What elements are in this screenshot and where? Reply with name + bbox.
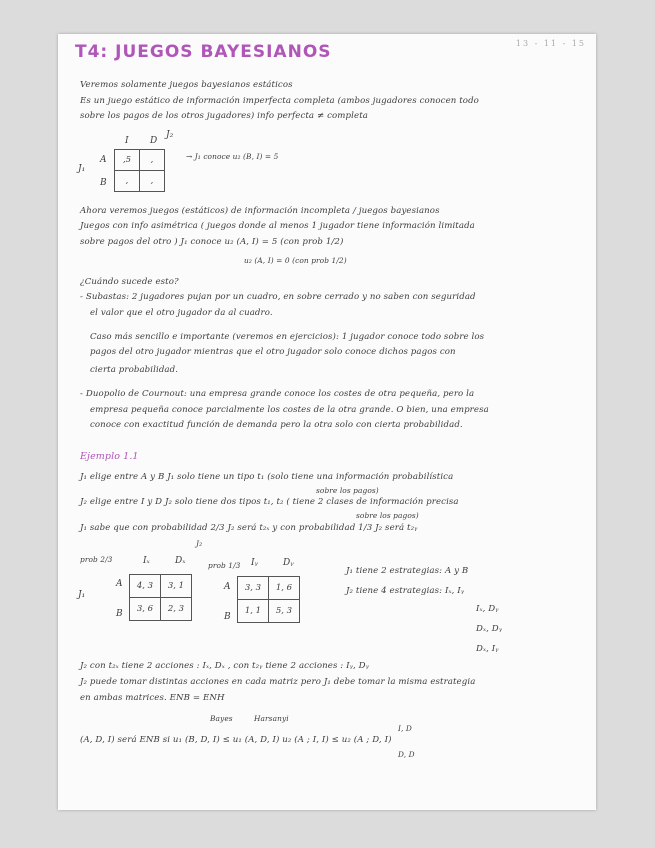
m1-row-b: B [116, 609, 123, 619]
when-line-4: pagos del otro jugador mientras que el otro jugador solo conoce dichos pagos con [90, 347, 456, 357]
incomplete-line-2: Juegos con info asimétrica ( juegos donde al menos 1 jugador tiene información limitada [80, 221, 475, 231]
game1-matrix [114, 149, 165, 192]
intro-line-2: Es un juego estático de información imperfecta completa (ambos jugadores conocen todo [80, 96, 479, 106]
strategies-line-5: Dₓ, Iᵧ [476, 644, 499, 654]
strategies-line-4: Dₓ, Dᵧ [476, 624, 503, 634]
when-line-1: - Subastas: 2 jugadores pujan por un cuadro, en sobre cerrado y no saben con seguridad [80, 292, 476, 302]
strategies-line-2: J₂ tiene 4 estrategias: Iₓ, Iᵧ [346, 586, 465, 596]
game1-row-b: B [100, 178, 107, 188]
example-line-3: J₁ sabe que con probabilidad 2/3 J₂ será t₂ₓ y con probabilidad 1/3 J₂ será t₂ᵧ [80, 523, 418, 533]
incomplete-line-1: Ahora veremos juegos (estáticos) de información incompleta / juegos bayesianos [80, 206, 440, 216]
cell: 3, 1 [161, 575, 192, 598]
prob-label-2: prob 1/3 [208, 561, 241, 570]
example-line-1: J₁ elige entre A y B J₁ solo tiene un tipo t₁ (solo tiene una información probabilística [80, 472, 454, 482]
game1-col-i: I [125, 136, 129, 146]
when-line-3: Caso más sencillo e importante (veremos en ejercicios): 1 jugador conoce todo sobre los [90, 332, 485, 342]
cell: 1, 1 [238, 600, 269, 623]
example-j1-label: J₁ [78, 590, 86, 600]
incomplete-line-4: u₂ (A, I) = 0 (con prob 1/2) [244, 256, 347, 265]
cell: , [140, 150, 165, 171]
intro-line-3: sobre los pagos de los otros jugadores) info perfecta ≠ completa [80, 111, 368, 121]
actions-line-1: J₂ con t₂ₓ tiene 2 acciones : Iₓ, Dₓ , con t₂ᵧ tiene 2 acciones : Iᵧ, Dᵧ [80, 661, 369, 671]
cell: ,5 [115, 150, 140, 171]
game1-row-a: A [100, 155, 107, 165]
page-date: 13 - 11 - 15 [515, 39, 586, 48]
m1-col-2: Dₓ [175, 556, 186, 566]
when-line-2: el valor que el otro jugador da al cuadro. [90, 308, 273, 318]
cell: 1, 6 [269, 577, 300, 600]
cell: 5, 3 [269, 600, 300, 623]
cell: 3, 6 [130, 598, 161, 621]
formula-top-note: I, D [398, 724, 412, 733]
cell: 3, 3 [238, 577, 269, 600]
strategies-line-1: J₁ tiene 2 estrategias: A y B [346, 566, 469, 576]
formula-line: (A, D, I) será ENB si u₁ (B, D, I) ≤ u₁ (A, D, I) u₂ (A ; I, I) ≤ u₂ (A ; D, I) [80, 735, 392, 745]
harsanyi-label: Harsanyi [254, 714, 289, 723]
when-line-8: conoce con exactitud función de demanda pero la otra solo con cierta probabilidad. [90, 420, 463, 430]
game1-j2-label: J₂ [166, 130, 174, 140]
example-line-2: J₂ elige entre I y D J₂ solo tiene dos tipos t₁, t₂ ( tiene 2 clases de información precisa [80, 497, 459, 507]
when-line-5: cierta probabilidad. [90, 365, 179, 375]
cell: , [115, 171, 140, 192]
m2-row-b: B [224, 612, 231, 622]
bayes-label: Bayes [210, 714, 233, 723]
game1-col-d: D [150, 136, 158, 146]
game1-j1-label: J₁ [78, 164, 86, 174]
prob-label-1: prob 2/3 [80, 555, 113, 564]
incomplete-line-3: sobre pagos del otro ) J₁ conoce u₂ (A, I) = 5 (con prob 1/2) [80, 237, 344, 247]
matrix-1 [129, 574, 192, 621]
matrix-2 [237, 576, 300, 623]
m1-row-a: A [116, 579, 123, 589]
game1-note: → J₁ conoce u₂ (B, I) = 5 [186, 152, 279, 161]
example-line-1b: sobre los pagos) [316, 486, 379, 495]
when-line-7: empresa pequeña conoce parcialmente los costes de la otra grande. O bien, una empresa [90, 405, 489, 415]
when-question: ¿Cuándo sucede esto? [80, 277, 179, 287]
actions-line-3: en ambas matrices. ENB = ENH [80, 693, 225, 703]
example-heading: Ejemplo 1.1 [80, 451, 139, 462]
notebook-page [58, 34, 596, 810]
formula-bottom-note: D, D [398, 750, 415, 759]
when-line-6: - Duopolio de Cournout: una empresa grande conoce los costes de otra pequeña, pero la [80, 389, 475, 399]
intro-line-1: Veremos solamente juegos bayesianos estáticos [80, 80, 293, 90]
strategies-line-3: Iₓ, Dᵧ [476, 604, 499, 614]
m1-col-1: Iₓ [143, 556, 150, 566]
cell: 4, 3 [130, 575, 161, 598]
example-line-2b: sobre los pagos) [356, 511, 419, 520]
m2-col-1: Iᵧ [251, 558, 258, 568]
cell: 2, 3 [161, 598, 192, 621]
m2-col-2: Dᵧ [283, 558, 294, 568]
example-j2-label: J₂ [196, 539, 203, 548]
cell: , [140, 171, 165, 192]
actions-line-2: J₂ puede tomar distintas acciones en cada matriz pero J₁ debe tomar la misma estrategia [80, 677, 476, 687]
page-title: T4: JUEGOS BAYESIANOS [75, 42, 332, 62]
m2-row-a: A [224, 582, 231, 592]
